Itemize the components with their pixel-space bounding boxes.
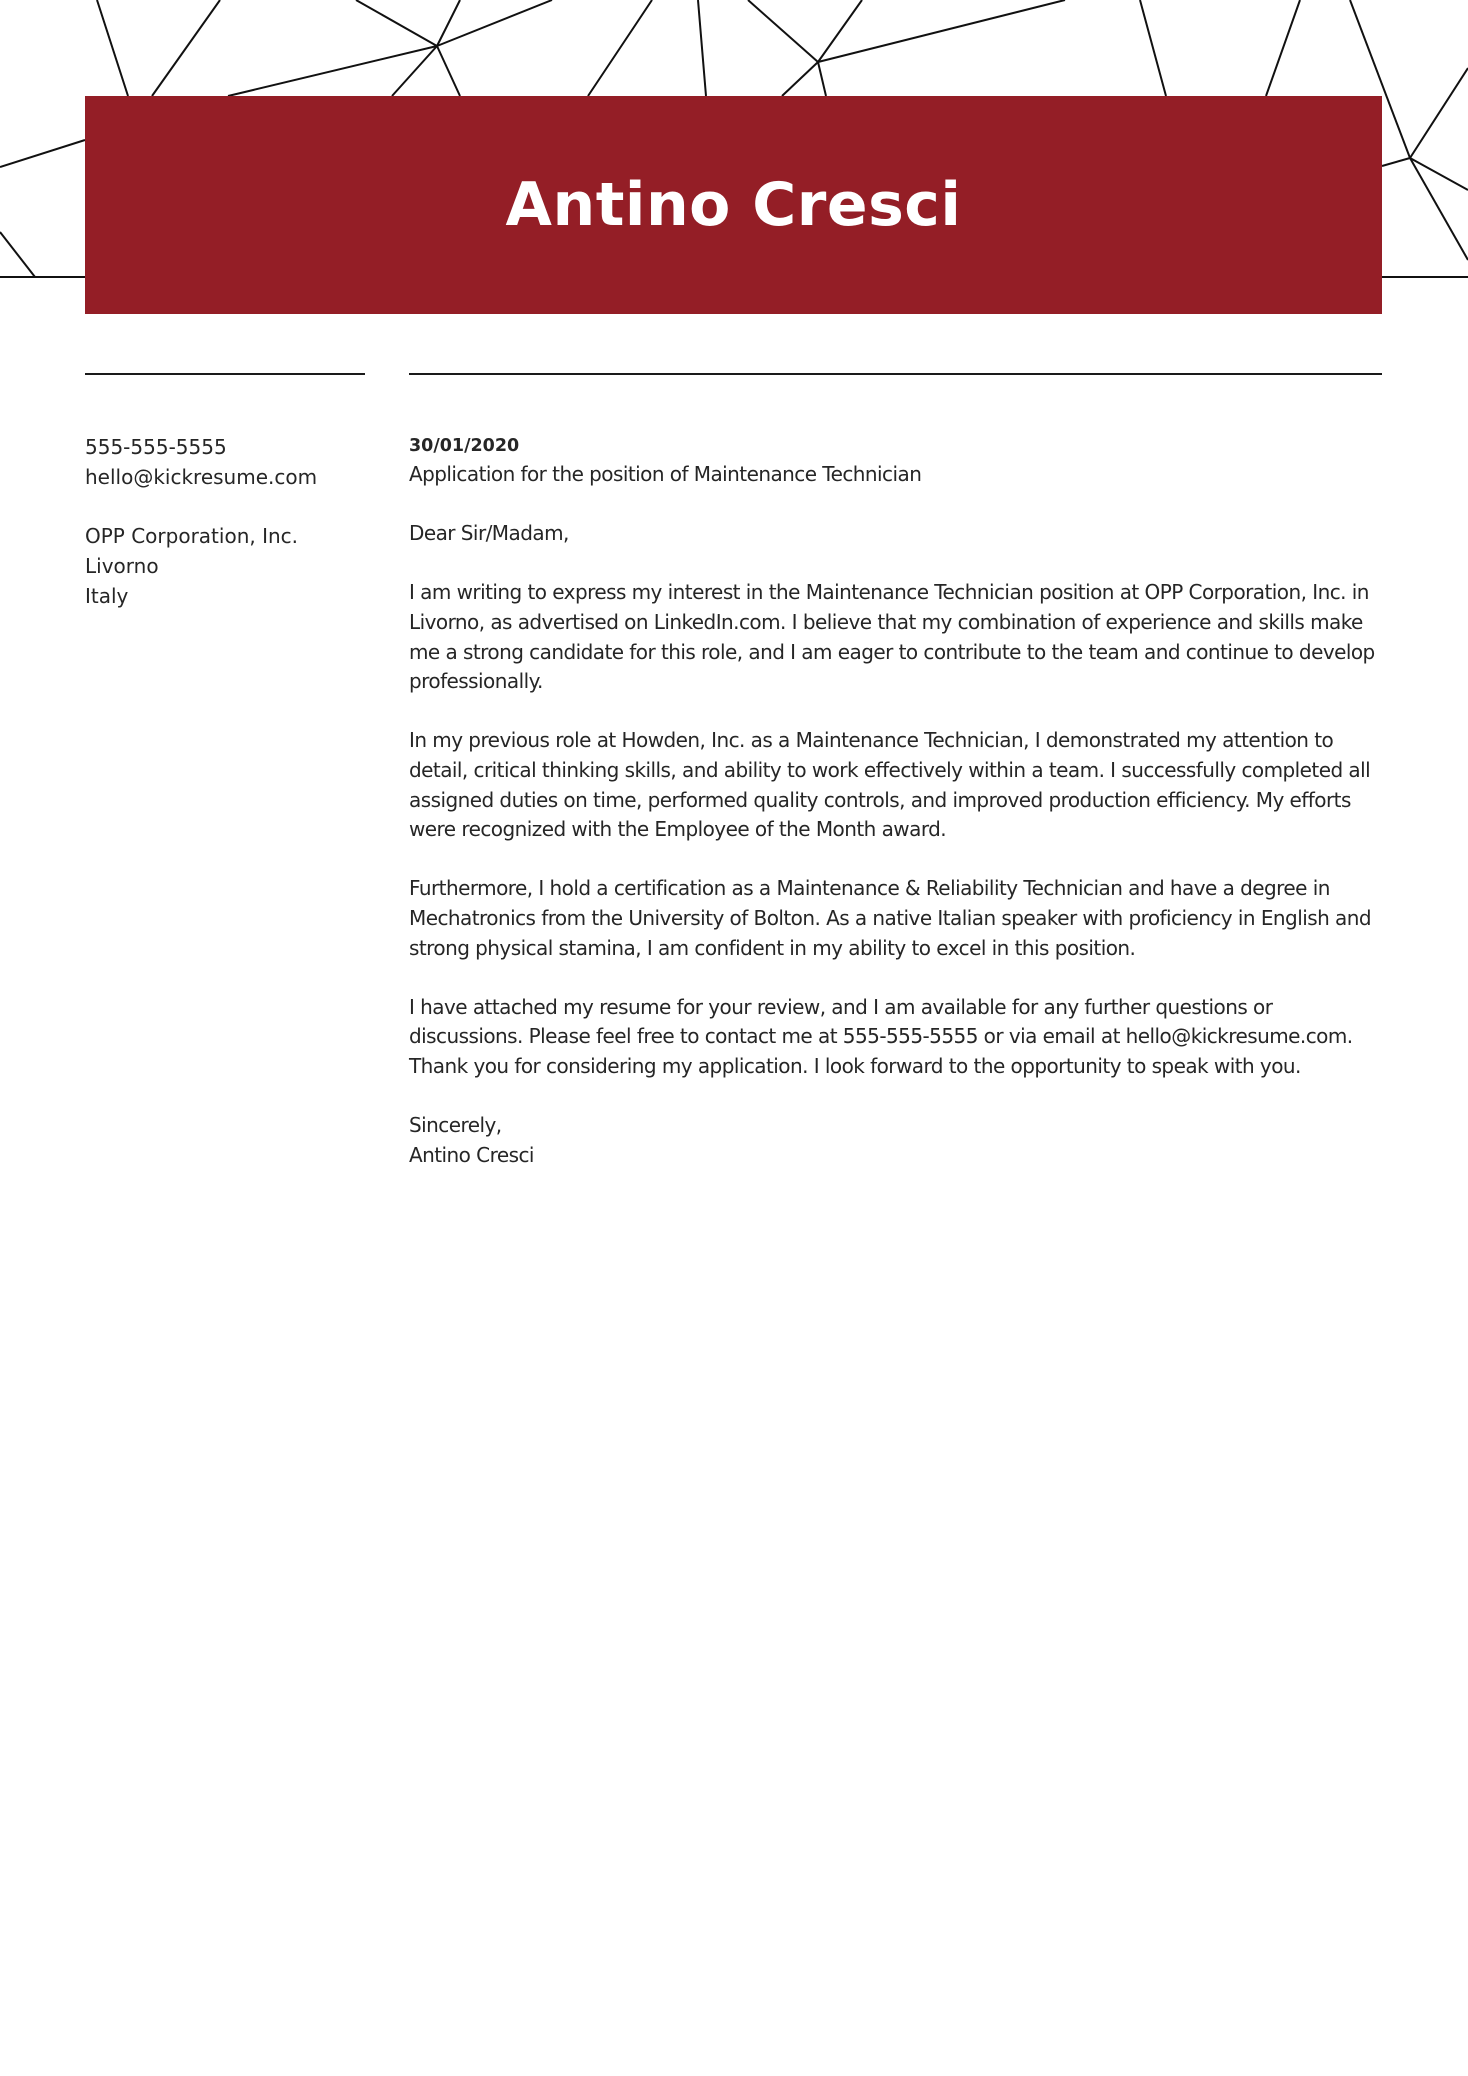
paragraph: I am writing to express my interest in the Maintenance Technician position at OPP Corporation, Inc. in Livorno, as advertised on LinkedIn.com. I believe that my combination of experience and skills make me a strong candidate for this role, and I am eager to contribute to the team and continue to develop professionally. — [409, 580, 1375, 694]
paragraph: In my previous role at Howden, Inc. as a Maintenance Technician, I demonstrated my attention to detail, critical thinking skills, and ability to work effectively within a team. I successfully completed all assigned duties on time, performed quality controls, and improved production efficiency. My efforts were recognized with the Employee of the Month award. — [409, 728, 1371, 842]
email-address: hello@kickresume.com — [85, 465, 318, 489]
sidebar-divider — [85, 373, 365, 375]
paragraph: I have attached my resume for your review, and I am available for any further questions or discussions. Please feel free to contact me at 555-555-5555 or via email at hello@kickresume.com. Thank you for considering my application. I look forward to the opportunity to speak with you. — [409, 994, 1353, 1078]
main-divider — [409, 373, 1382, 375]
signature-block — [409, 1111, 1384, 1170]
recipient-block — [85, 521, 375, 611]
recipient-city: Livorno — [85, 554, 159, 578]
letter-subject: Application for the position of Maintenance Technician — [409, 462, 922, 486]
letter-date: 30/01/2020 — [409, 436, 520, 456]
recipient-country: Italy — [85, 584, 129, 608]
contact-block — [85, 432, 375, 492]
sidebar — [85, 432, 375, 640]
signature-name: Antino Cresci — [409, 1142, 534, 1167]
paragraph: Furthermore, I hold a certification as a Maintenance & Reliability Technician and have a degree in Mechatronics from the University of Bolton. As a native Italian speaker with proficiency in English and strong physical stamina, I am confident in my ability to excel in this position. — [409, 876, 1371, 960]
recipient-company: OPP Corporation, Inc. — [85, 524, 299, 548]
letter-body — [409, 432, 1384, 1170]
phone-number: 555-555-5555 — [85, 435, 227, 459]
applicant-name: Antino Cresci — [505, 170, 962, 240]
header-banner — [85, 96, 1382, 314]
closing: Sincerely, — [409, 1113, 502, 1138]
greeting: Dear Sir/Madam, — [409, 521, 569, 546]
